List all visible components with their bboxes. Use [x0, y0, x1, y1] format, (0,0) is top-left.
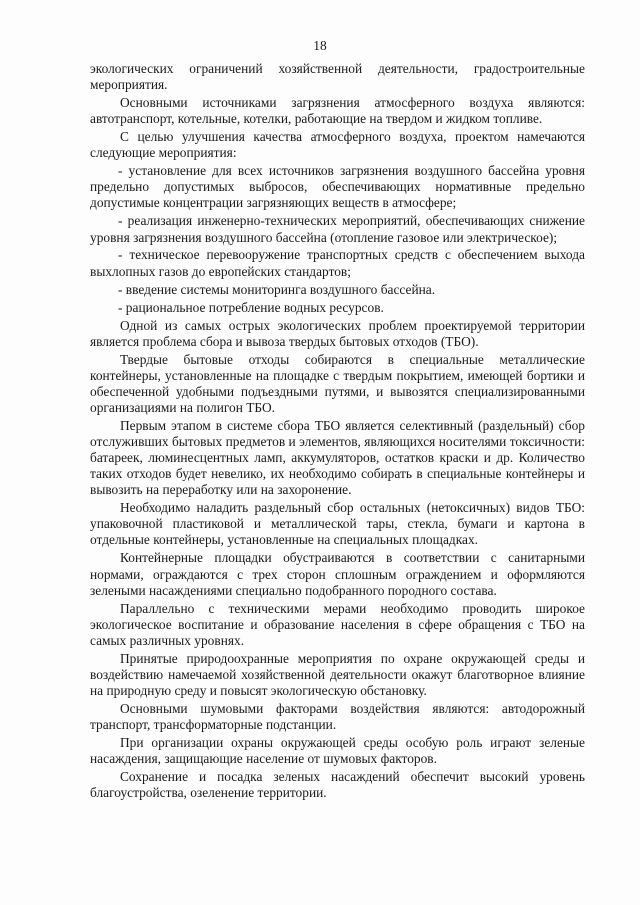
paragraph-continuation: экологических ограничений хозяйственной деятельности, градостроительные мероприятия. — [90, 61, 585, 93]
paragraph-environment-impact: Принятые природоохранные мероприятия по охране окружающей среды и воздействию намечаемой хозяйственной деятельности окажут благотворное влияние на природную среду и повысят экологическую обстановку. — [90, 650, 585, 698]
paragraph-air-measures-intro: С целью улучшения качества атмосферного воздуха, проектом намечаются следующие мероприятия: — [90, 129, 585, 161]
list-item-engineering-measures: - реализация инженерно-технических мероприятий, обеспечивающих снижение уровня загрязнения воздушного бассейна (отопление газовое или электрическое); — [90, 213, 585, 245]
page-number: 18 — [313, 38, 327, 53]
paragraph-separate-collection: Необходимо наладить раздельный сбор остальных (нетоксичных) видов ТБО: упаковочной пластиковой и металлической тары, стекла, бумаги и картона в отдельные контейнеры, установленные на специальных площадках. — [90, 500, 585, 548]
paragraph-waste-containers: Твердые бытовые отходы собираются в специальные металлические контейнеры, установленные на площадке с твердым покрытием, имеющей бортики и обеспеченной удобными подъездными путями, и вывозятся специализированными организациями на полигон ТБО. — [90, 351, 585, 415]
list-item-monitoring: - введение системы мониторинга воздушного бассейна. — [118, 281, 436, 297]
paragraph-container-sites: Контейнерные площадки обустраиваются в соответствии с санитарными нормами, ограждаются с трех сторон сплошным ограждением и оформляются зелеными насаждениями специально подобранного породного состава. — [90, 550, 585, 598]
paragraph-air-pollution-sources: Основными источниками загрязнения атмосферного воздуха являются: автотранспорт, котельные, котелки, работающие на твердом и жидком топливе. — [90, 95, 585, 127]
paragraph-waste-problem: Одной из самых острых экологических проблем проектируемой территории является проблема сбора и вывоза твердых бытовых отходов (ТБО). — [90, 317, 585, 349]
list-item-water-use: - рациональное потребление водных ресурсов. — [118, 299, 384, 315]
list-item-emission-limits: - установление для всех источников загрязнения воздушного бассейна уровня предельно допустимых выбросов, обеспечивающих нормативные предельно допустимые концентрации загрязняющих веществ в атмосфере; — [90, 163, 585, 211]
paragraph-education: Параллельно с техническими мерами необходимо проводить широкое экологическое воспитание и образование населения в сфере обращения с ТБО на самых различных уровнях. — [90, 600, 585, 648]
body-text — [90, 61, 585, 803]
paragraph-selective-collection: Первым этапом в системе сбора ТБО является селективный (раздельный) сбор отслуживших бытовых предметов и элементов, являющихся носителями токсичности: батареек, люминесцентных ламп, аккумуляторов, остатков краски и др. Количество таких отходов будет невелико, их необходимо собирать в специальные контейнеры и вывозить на переработку или на захоронение. — [90, 417, 585, 498]
paragraph-green-protection: При организации охраны окружающей среды особую роль играют зеленые насаждения, защищающие население от шумовых факторов. — [90, 735, 585, 767]
paragraph-green-conservation: Сохранение и посадка зеленых насаждений обеспечит высокий уровень благоустройства, озеленение территории. — [90, 769, 585, 801]
paragraph-noise-factors: Основными шумовыми факторами воздействия являются: автодорожный транспорт, трансформаторные подстанции. — [90, 700, 585, 733]
list-item-transport-upgrade: - техническое перевооружение транспортных средств с обеспечением выхода выхлопных газов до европейских стандартов; — [90, 247, 585, 279]
